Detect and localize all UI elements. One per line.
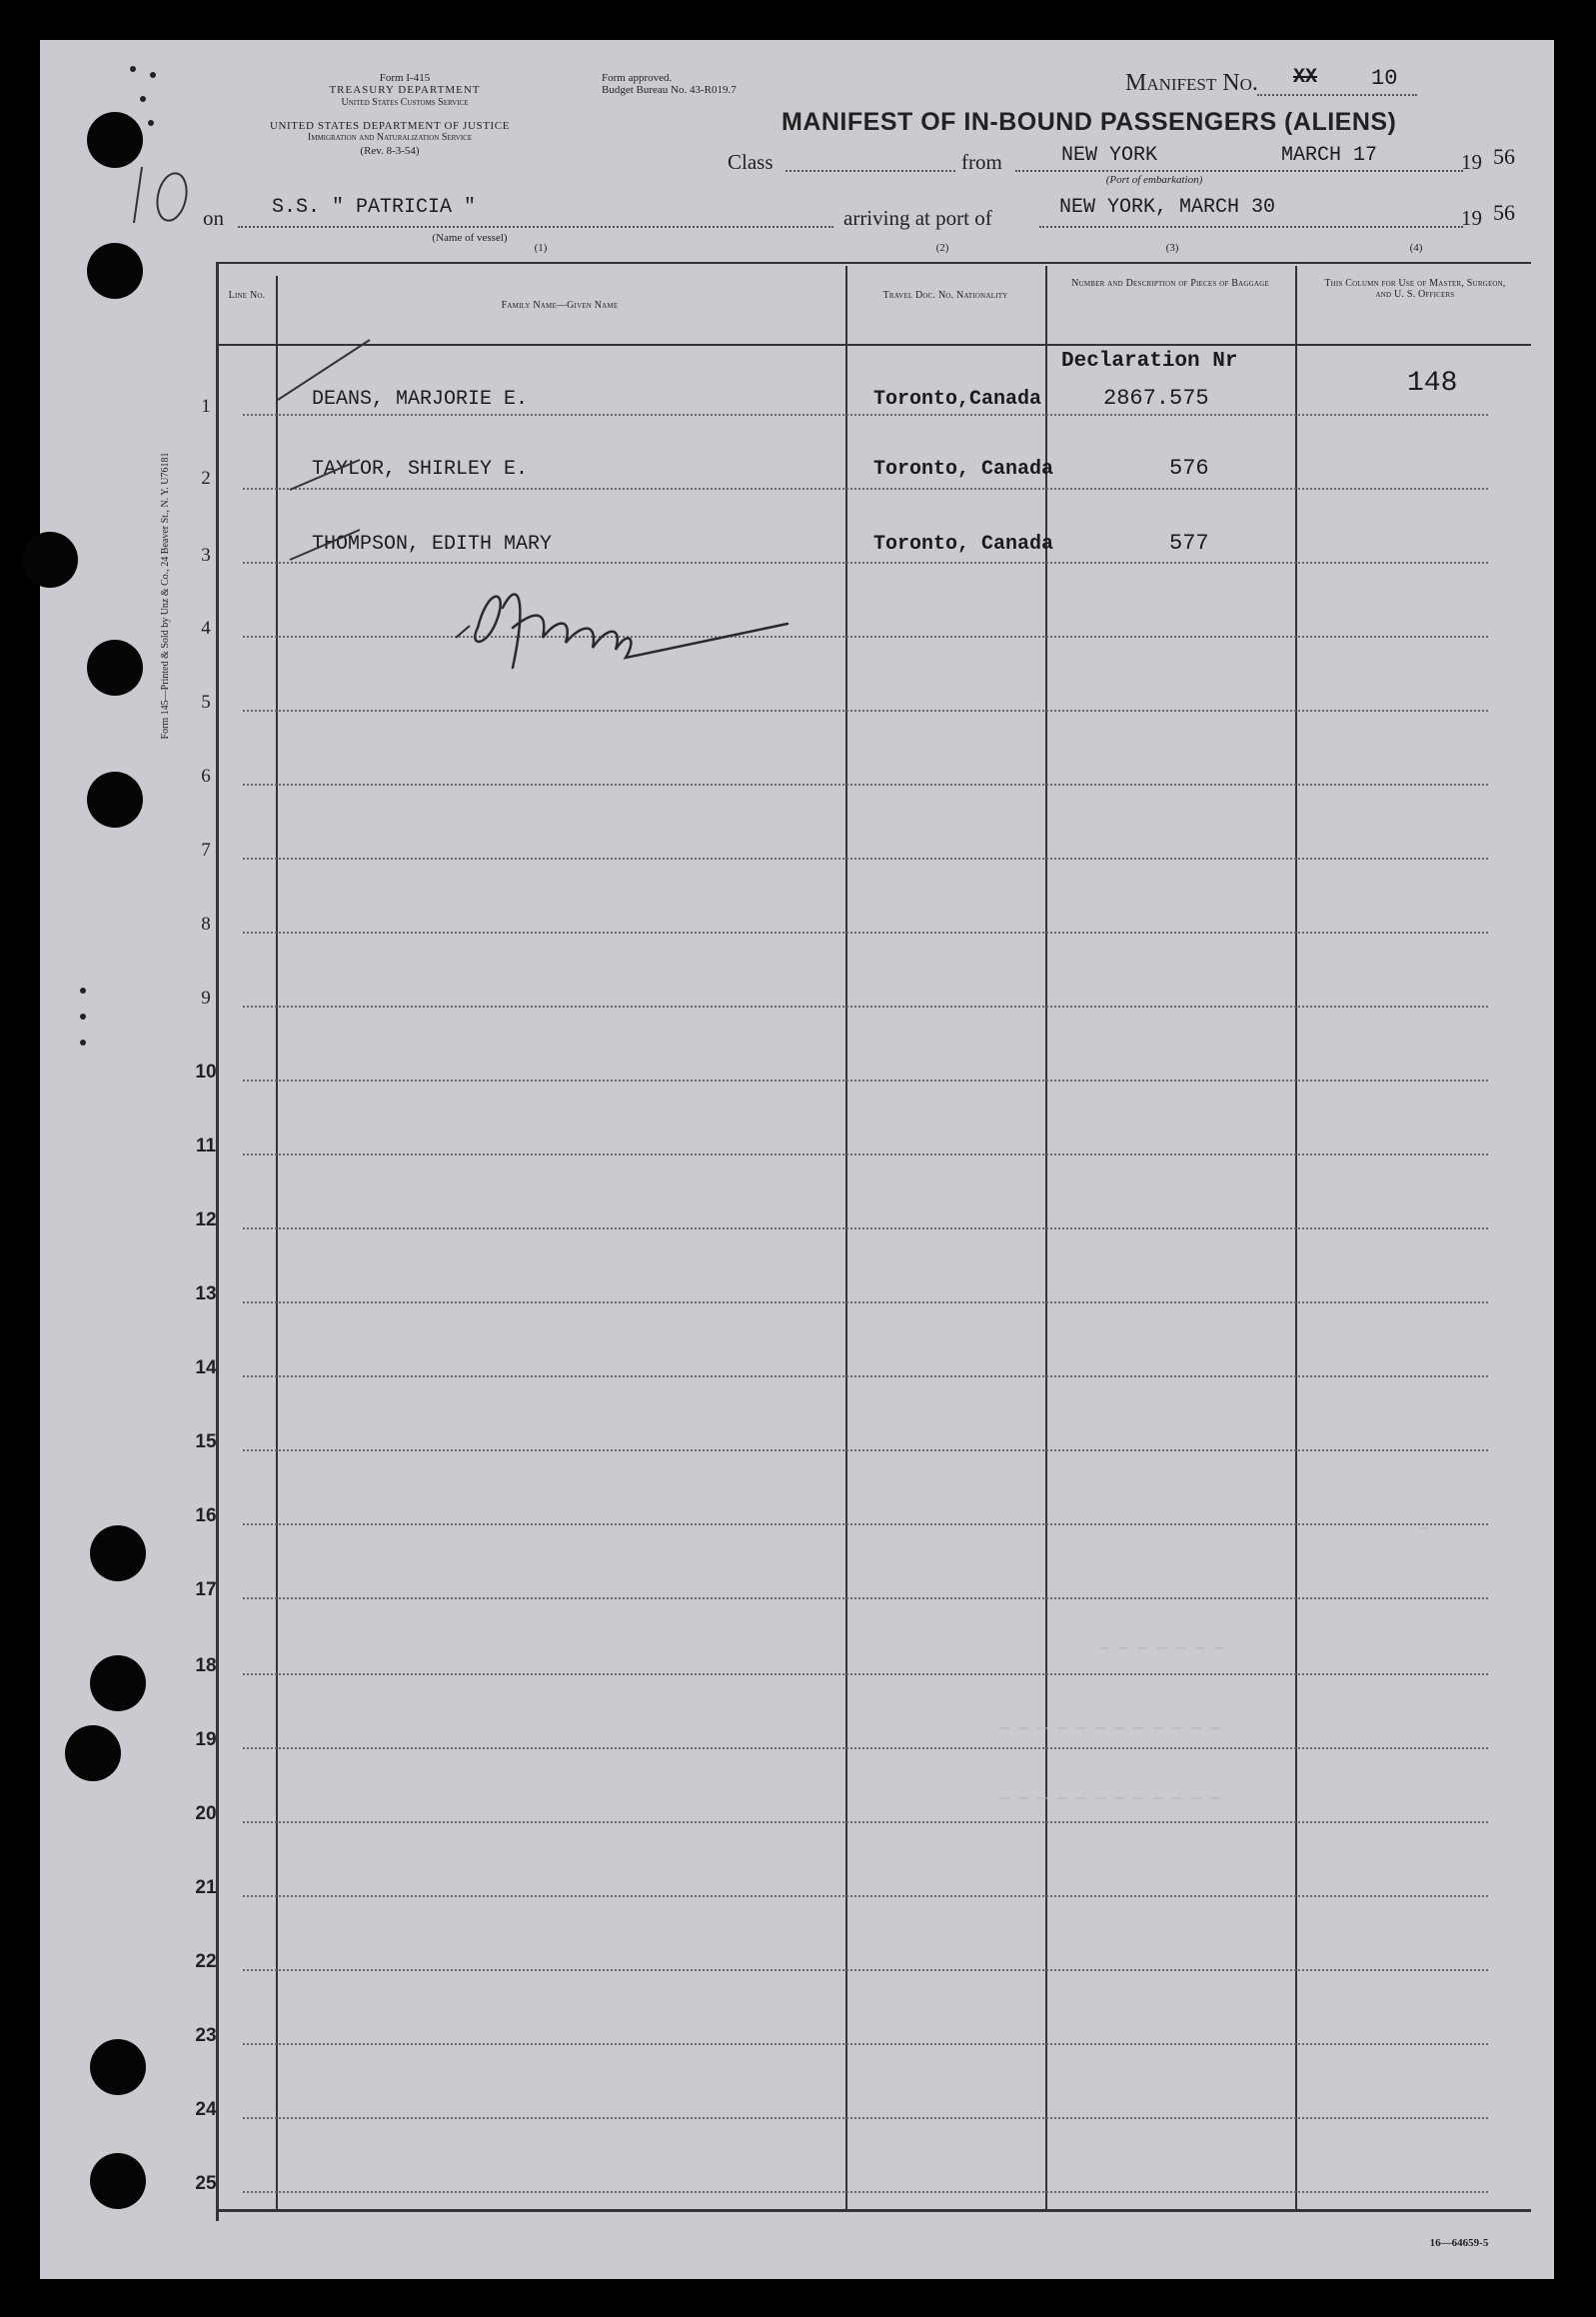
- row-line: [243, 1969, 1488, 1971]
- row-line: [243, 710, 1488, 712]
- arrival-line: [1039, 226, 1463, 228]
- manifest-no-line: [1257, 94, 1417, 96]
- speck: [80, 1014, 86, 1020]
- row-line: [243, 1895, 1488, 1897]
- line-number: 7: [201, 840, 211, 861]
- check-slashes: [240, 330, 440, 570]
- punch-hole: [90, 2153, 146, 2209]
- row-line: [243, 1006, 1488, 1008]
- line-number: 20: [195, 1803, 217, 1824]
- vessel-caption: (Name of vessel): [432, 232, 508, 244]
- vessel-line: [238, 226, 833, 228]
- line-number: 3: [201, 545, 211, 566]
- from-year-prefix: 19: [1461, 150, 1482, 174]
- arrival-year: 56: [1493, 200, 1515, 225]
- row-line: [243, 1301, 1488, 1303]
- row-line: [243, 1523, 1488, 1525]
- col-num-4: (4): [1409, 242, 1423, 254]
- from-year: 56: [1493, 144, 1515, 169]
- form-approved: Form approved.: [602, 72, 673, 84]
- speck: [140, 96, 146, 102]
- class-line: [786, 170, 955, 172]
- row-line: [243, 2191, 1488, 2193]
- margin-note-ten: [120, 155, 210, 235]
- line-number: 22: [195, 1951, 217, 1972]
- punch-hole: [87, 772, 143, 828]
- bleed-through: —: [1419, 1519, 1429, 1537]
- form-revision: (Rev. 8-3-54): [360, 145, 420, 157]
- speck: [80, 988, 86, 994]
- form-number: Form I-415: [379, 72, 431, 84]
- line-number: 15: [195, 1431, 217, 1452]
- page-title: MANIFEST OF IN-BOUND PASSENGERS (ALIENS): [782, 108, 1397, 136]
- table-bottom-border: [216, 2209, 1531, 2212]
- line-number: 17: [195, 1579, 217, 1600]
- row-line: [243, 1821, 1488, 1823]
- header-baggage: Number and Description of Pieces of Baggage: [1071, 278, 1269, 289]
- line-number: 6: [201, 766, 211, 787]
- line-number: 13: [195, 1283, 217, 1304]
- punch-hole: [90, 1525, 146, 1581]
- punch-hole: [65, 1725, 121, 1781]
- manifest-no-label: Manifest No.: [1125, 70, 1258, 96]
- header-officers: This Column for Use of Master, Surgeon, and U. S. Officers: [1324, 278, 1506, 300]
- speck: [130, 66, 136, 72]
- dept-justice-sub: Immigration and Naturalization Service: [307, 132, 473, 143]
- footer-code: 16—64659-5: [1429, 2237, 1489, 2249]
- line-number: 1: [201, 396, 211, 417]
- row-line: [243, 784, 1488, 786]
- punch-hole: [87, 640, 143, 696]
- travel-col-divider: [845, 266, 847, 2209]
- passenger-nationality: Toronto,Canada: [873, 388, 1042, 411]
- line-number: 5: [201, 692, 211, 713]
- dept-justice: UNITED STATES DEPARTMENT OF JUSTICE: [269, 120, 511, 132]
- speck: [150, 72, 156, 78]
- declaration-label: Declaration Nr: [1061, 350, 1238, 373]
- bleed-through: — — — — — — — — — — — —: [999, 1789, 1220, 1807]
- col-num-2: (2): [935, 242, 949, 254]
- speck: [80, 1040, 86, 1046]
- line-number: 16: [195, 1505, 217, 1526]
- on-label: on: [203, 206, 224, 230]
- line-number: 19: [195, 1729, 217, 1750]
- dept-treasury: TREASURY DEPARTMENT: [329, 84, 481, 96]
- printer-imprint: Form 145—Printed & Sold by Unz & Co., 24 Beaver St., N. Y. U76181: [160, 452, 171, 740]
- officer-note: 148: [1407, 368, 1458, 399]
- punch-hole: [87, 243, 143, 299]
- punch-hole: [90, 2039, 146, 2095]
- from-date: MARCH 17: [1281, 144, 1378, 167]
- row-line: [243, 1673, 1488, 1675]
- line-number: 18: [195, 1655, 217, 1676]
- line-number: 8: [201, 914, 211, 935]
- line-number: 2: [201, 468, 211, 489]
- row-line: [243, 1597, 1488, 1599]
- line-number: 9: [201, 988, 211, 1009]
- row-line: [243, 858, 1488, 860]
- line-number: 21: [195, 1877, 217, 1898]
- bleed-through: — — — — — — — — — — — —: [999, 1719, 1220, 1737]
- row-line: [243, 932, 1488, 934]
- arriving-label: arriving at port of: [843, 206, 992, 230]
- table-top-border: [216, 262, 1531, 264]
- vessel-name: S.S. " PATRICIA ": [272, 196, 477, 219]
- baggage-col-divider: [1045, 266, 1047, 2209]
- from-line: [1015, 170, 1463, 172]
- col-num-1: (1): [534, 242, 548, 254]
- header-travel-doc: Travel Doc. No. Nationality: [882, 290, 1008, 301]
- row-line: [243, 1080, 1488, 1082]
- col-num-3: (3): [1165, 242, 1179, 254]
- row-line: [243, 1154, 1488, 1156]
- punch-hole: [22, 532, 78, 588]
- dept-treasury-sub: United States Customs Service: [341, 97, 469, 108]
- passenger-nationality: Toronto, Canada: [873, 533, 1054, 556]
- passenger-name: THOMPSON, EDITH MARY: [312, 533, 553, 556]
- arrival-year-prefix: 19: [1461, 206, 1482, 230]
- passenger-nationality: Toronto, Canada: [873, 458, 1054, 481]
- passenger-baggage: 2867.575: [1103, 386, 1209, 411]
- officer-signature: [448, 568, 817, 698]
- line-number: 11: [195, 1136, 217, 1157]
- row-line: [243, 2043, 1488, 2045]
- passenger-name: DEANS, MARJORIE E.: [312, 388, 529, 411]
- bleed-through: — — — — — — —: [1099, 1639, 1224, 1657]
- row-line: [243, 1747, 1488, 1749]
- passenger-name: TAYLOR, SHIRLEY E.: [312, 458, 529, 481]
- embarkation-caption: (Port of embarkation): [1105, 174, 1203, 186]
- speck: [148, 120, 154, 126]
- row-line: [243, 1227, 1488, 1229]
- row-line: [243, 1449, 1488, 1451]
- line-number: 12: [195, 1209, 217, 1230]
- row-line: [243, 636, 1488, 638]
- arrival-port-date: NEW YORK, MARCH 30: [1059, 196, 1276, 219]
- manifest-no-value: 10: [1371, 66, 1398, 91]
- from-label: from: [961, 150, 1002, 174]
- class-label: Class: [728, 150, 774, 174]
- header-family-name: Family Name—Given Name: [501, 300, 619, 311]
- officers-col-divider: [1295, 266, 1297, 2209]
- manifest-no-struck: XX: [1293, 66, 1318, 89]
- line-number: 14: [195, 1357, 217, 1378]
- line-number: 10: [195, 1062, 217, 1083]
- line-number: 4: [201, 618, 211, 639]
- passenger-baggage: 577: [1169, 531, 1209, 556]
- punch-hole: [90, 1655, 146, 1711]
- line-number: 23: [195, 2025, 217, 2046]
- budget-bureau-no: Budget Bureau No. 43-R019.7: [602, 84, 737, 96]
- row-line: [243, 2117, 1488, 2119]
- header-line-no: Line No.: [228, 290, 266, 301]
- row-line: [243, 1375, 1488, 1377]
- line-number: 25: [195, 2173, 217, 2194]
- passenger-baggage: 576: [1169, 456, 1209, 481]
- line-number: 24: [195, 2099, 217, 2120]
- from-port: NEW YORK: [1061, 144, 1158, 167]
